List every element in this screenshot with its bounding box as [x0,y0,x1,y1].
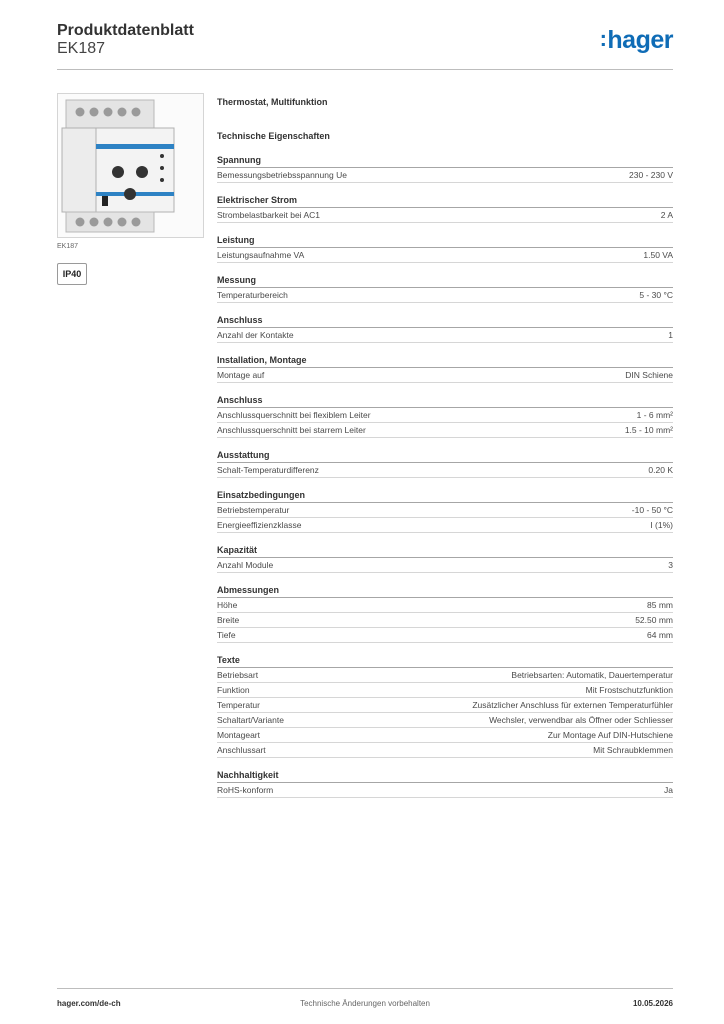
section-title: Einsatzbedingungen [217,489,673,503]
section-title: Elektrischer Strom [217,194,673,208]
spec-label: Schaltart/Variante [217,715,284,725]
spec-label: Breite [217,615,240,625]
spec-row [217,698,673,713]
spec-value: Zur Montage Auf DIN-Hutschiene [547,730,673,740]
spec-label: RoHS-konform [217,785,274,795]
spec-label: Strombelastbarkeit bei AC1 [217,210,320,220]
spec-label: Höhe [217,600,238,610]
spec-label: Temperatur [217,700,260,710]
page-footer [57,988,673,1017]
spec-label: Energieeffizienzklasse [217,520,302,530]
spec-label: Anschlussquerschnitt bei flexiblem Leiter [217,410,371,420]
product-image-caption: EK187 [57,243,79,250]
spec-section [217,154,673,183]
section-title: Texte [217,654,673,668]
ip-rating-badge: IP40 [57,263,87,285]
spec-row [217,368,673,383]
spec-row [217,728,673,743]
spec-row [217,463,673,478]
spec-row [217,248,673,263]
spec-label: Montageart [217,730,260,740]
spec-value: 5 - 30 °C [639,290,673,300]
spec-label: Anzahl der Kontakte [217,330,294,340]
logo-text: hager [607,26,673,54]
spec-value: 1.50 VA [643,250,673,260]
spec-section [217,314,673,343]
spec-row [217,713,673,728]
spec-section [217,274,673,303]
product-image [57,93,204,238]
spec-label: Anschlussart [217,745,266,755]
section-title: Anschluss [217,314,673,328]
spec-sections [217,154,673,798]
page-header [57,20,673,70]
spec-value: 1 [668,330,673,340]
spec-row [217,328,673,343]
spec-row [217,668,673,683]
spec-section [217,489,673,533]
document-title: Produktdatenblatt [57,22,194,39]
section-title: Messung [217,274,673,288]
spec-row [217,683,673,698]
spec-section [217,194,673,223]
section-title: Spannung [217,154,673,168]
spec-row [217,208,673,223]
thermostat-device-illustration [58,94,203,237]
spec-section [217,234,673,263]
spec-value: Zusätzlicher Anschluss für externen Temperaturfühler [472,700,673,710]
spec-label: Betriebstemperatur [217,505,290,515]
spec-value: Mit Frostschutzfunktion [585,685,673,695]
spec-row [217,168,673,183]
section-title: Anschluss [217,394,673,408]
footer-website: hager.com/de-ch [57,999,121,1008]
spec-value: DIN Schiene [625,370,673,380]
spec-value: 52.50 mm [635,615,673,625]
spec-row [217,518,673,533]
spec-value: Betriebsarten: Automatik, Dauertemperatur [511,670,673,680]
section-title: Kapazität [217,544,673,558]
spec-row [217,743,673,758]
spec-section [217,654,673,758]
spec-section [217,544,673,573]
spec-value: Wechsler, verwendbar als Öffner oder Schliesser [489,715,673,725]
spec-value: 1.5 - 10 mm² [624,425,673,435]
spec-label: Anzahl Module [217,560,274,570]
section-title: Abmessungen [217,584,673,598]
hager-logo: :hager [599,26,673,54]
spec-label: Betriebsart [217,670,259,680]
spec-label: Temperaturbereich [217,290,288,300]
spec-row [217,408,673,423]
spec-section [217,354,673,383]
spec-value: 85 mm [647,600,673,610]
spec-value: 230 - 230 V [629,170,673,180]
spec-row [217,628,673,643]
spec-value: 2 A [660,210,673,220]
product-title: Thermostat, Multifunktion [217,97,328,107]
spec-label: Montage auf [217,370,265,380]
properties-heading: Technische Eigenschaften [217,131,330,141]
spec-row [217,613,673,628]
spec-value: 3 [668,560,673,570]
spec-row [217,503,673,518]
spec-section [217,769,673,798]
spec-value: Mit Schraubklemmen [593,745,673,755]
section-title: Nachhaltigkeit [217,769,673,783]
spec-row [217,423,673,438]
spec-label: Leistungsaufnahme VA [217,250,305,260]
spec-section [217,584,673,643]
footer-note: Technische Änderungen vorbehalten [300,999,430,1008]
spec-value: 1 - 6 mm² [636,410,673,420]
spec-label: Anschlussquerschnitt bei starrem Leiter [217,425,366,435]
spec-label: Funktion [217,685,250,695]
spec-value: -10 - 50 °C [631,505,673,515]
footer-date: 10.05.2026 [632,999,673,1008]
spec-label: Bemessungsbetriebsspannung Ue [217,170,347,180]
spec-label: Tiefe [217,630,236,640]
product-code: EK187 [57,40,106,57]
spec-value: 0.20 K [648,465,673,475]
spec-row [217,558,673,573]
spec-value: 64 mm [647,630,673,640]
section-title: Leistung [217,234,673,248]
spec-label: Schalt-Temperaturdifferenz [217,465,319,475]
section-title: Installation, Montage [217,354,673,368]
spec-value: I (1%) [650,520,673,530]
spec-section [217,449,673,478]
spec-section [217,394,673,438]
spec-row [217,783,673,798]
spec-row [217,288,673,303]
spec-row [217,598,673,613]
spec-value: Ja [664,785,673,795]
section-title: Ausstattung [217,449,673,463]
specification-content [217,95,673,798]
